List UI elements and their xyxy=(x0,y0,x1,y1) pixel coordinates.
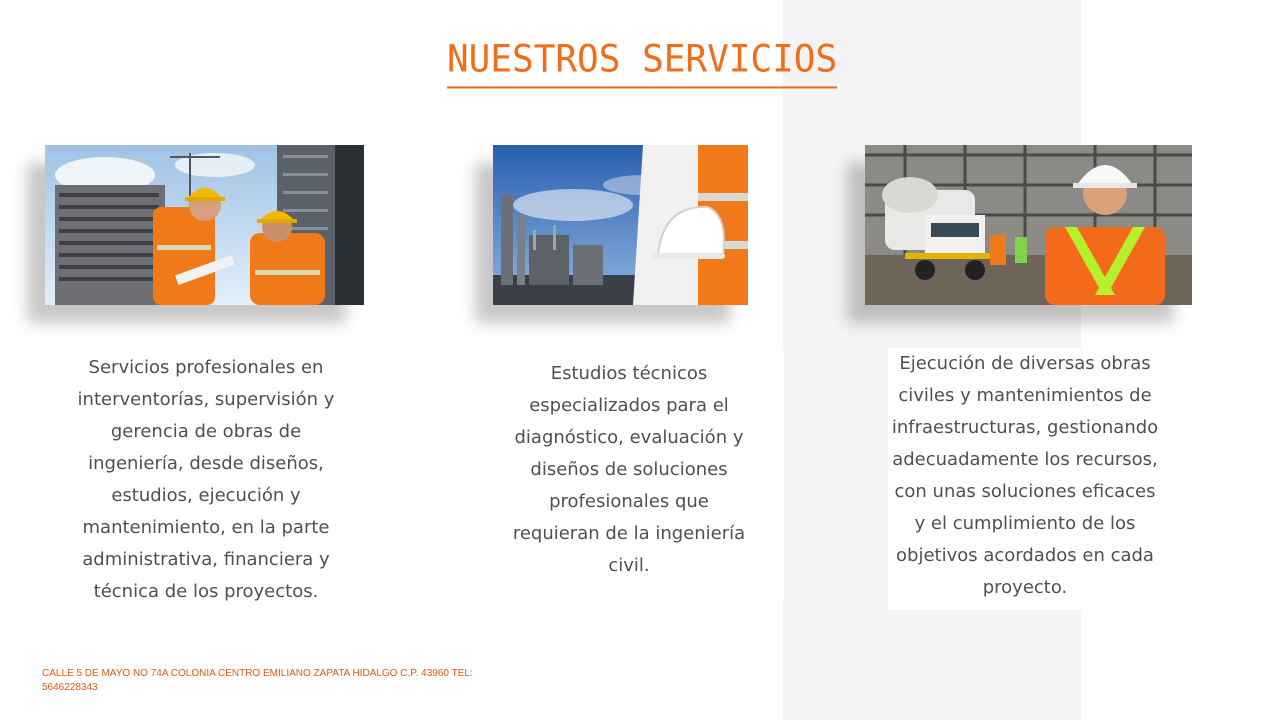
service-description-studies: Estudios técnicos especializados para el diagnóstico, evaluación y diseños de soluciones profesionales que requieran de la ingeniería civil. xyxy=(512,363,746,576)
service-photo-execution xyxy=(865,145,1192,305)
service-description-execution: Ejecución de diversas obras civiles y mantenimientos de infraestructuras, gestionando adecuadamente los recursos, con unas soluciones eficaces y el cumplimiento de los objetivos acordados en cada proyecto. xyxy=(888,348,1162,610)
slide-title: NUESTROS SERVICIOS xyxy=(447,36,837,89)
footer-address: CALLE 5 DE MAYO NO 74A COLONIA CENTRO EMILIANO ZAPATA HIDALGO C.P. 43960 TEL: 5646228343 xyxy=(42,668,473,693)
construction-workers-photo xyxy=(45,145,364,305)
service-description-supervision: Servicios profesionales en interventorías, supervisión y gerencia de obras de ingeniería, desde diseños, estudios, ejecución y mantenimiento, en la parte administrativa, financiera y técnica de los proyectos. xyxy=(77,357,335,602)
service-photo-supervision xyxy=(45,145,364,305)
refinery-worker-photo xyxy=(493,145,748,305)
construction-site-photo xyxy=(865,145,1192,305)
service-photo-studies xyxy=(493,145,748,305)
